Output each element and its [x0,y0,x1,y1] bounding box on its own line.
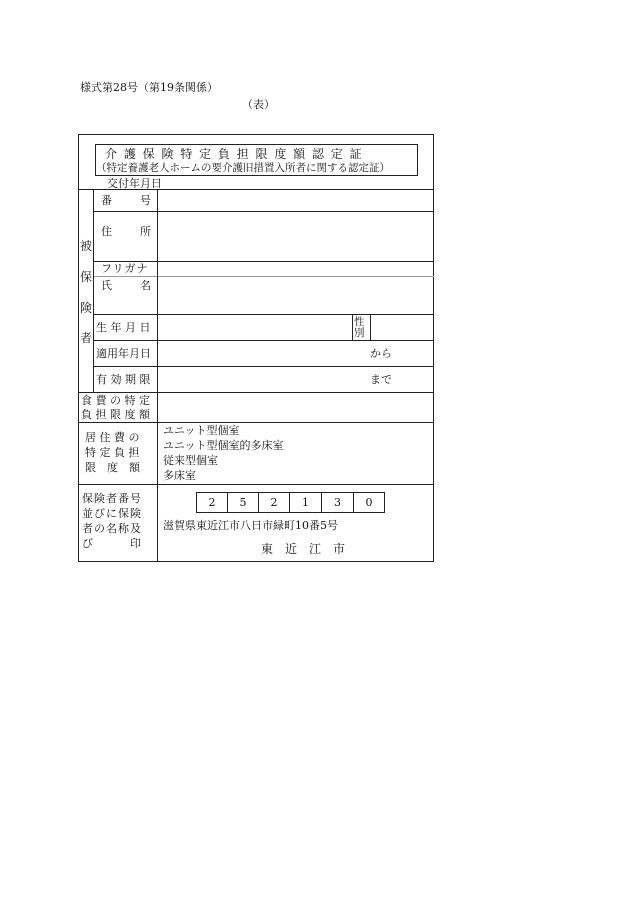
housing-cost-label: 特 定 負 担 [85,446,140,459]
housing-type-item: ユニット型個室的多床室 [163,439,284,452]
insured-label-char: 険 [80,301,93,315]
insured-number-label: 番 号 [101,194,153,207]
insurer-number-digit: 2 [258,492,290,513]
valid-until-text: まで [370,373,392,386]
row-divider [93,366,434,367]
applicable-from-text: から [370,347,392,360]
row-divider [93,276,434,277]
valid-until-label: 有 効 期 限 [96,373,151,386]
col-divider [93,189,94,392]
row-divider [78,422,434,423]
row-divider [93,340,434,341]
food-cost-label: 負 担 限 度 額 [81,408,150,421]
row-divider [93,211,434,212]
col-divider [157,189,158,562]
insurer-number-digit: 5 [227,492,259,513]
row-divider [78,189,434,190]
sex-label: 別 [354,327,365,339]
housing-type-item: 従来型個室 [163,454,218,467]
insurer-label: び 印 [82,537,142,550]
row-divider [93,314,434,315]
insured-address-label: 住 所 [101,225,153,238]
row-divider [78,392,434,393]
birth-date-label: 生 年 月 日 [96,321,151,334]
insurer-number-digit: 3 [321,492,354,513]
col-divider [352,314,353,340]
side-label: （表） [242,98,275,111]
insurer-number-digit: 0 [353,492,385,513]
food-cost-label: 食 費 の 特 定 [81,394,150,407]
insured-label-char: 被 [80,239,93,253]
insurer-number-digit: 2 [196,492,228,513]
housing-cost-label: 居 住 費 の [85,431,140,444]
insurer-number-digit: 1 [289,492,322,513]
col-divider [370,314,371,340]
issue-date-label: 交付年月日 [107,177,162,190]
housing-type-item: ユニット型個室 [163,424,240,437]
certificate-subtitle: （特定養護老人ホームの要介護旧措置入所者に関する認定証） [96,162,390,174]
housing-cost-label: 限 度 額 [85,461,140,474]
row-divider [78,484,434,485]
insured-label-char: 保 [80,270,93,284]
form-number: 様式第28号（第19条関係） [80,81,218,94]
furigana-label: フリガナ [101,262,149,275]
applicable-date-label: 適用年月日 [96,347,151,360]
insured-label-char: 者 [80,331,93,345]
insurer-label: 並びに保険 [82,507,142,520]
insurer-label: 保険者番号 [82,492,142,505]
certificate-title: 介 護 保 険 特 定 負 担 限 度 額 認 定 証 [105,147,364,161]
insurer-address: 滋賀県東近江市八日市緑町10番5号 [163,519,338,532]
housing-type-item: 多床室 [163,469,196,482]
insurer-name: 東 近 江 市 [261,542,346,556]
sex-label: 性 [354,316,365,328]
insured-name-label: 氏 名 [101,279,153,292]
insurer-label: 者の名称及 [82,522,142,535]
